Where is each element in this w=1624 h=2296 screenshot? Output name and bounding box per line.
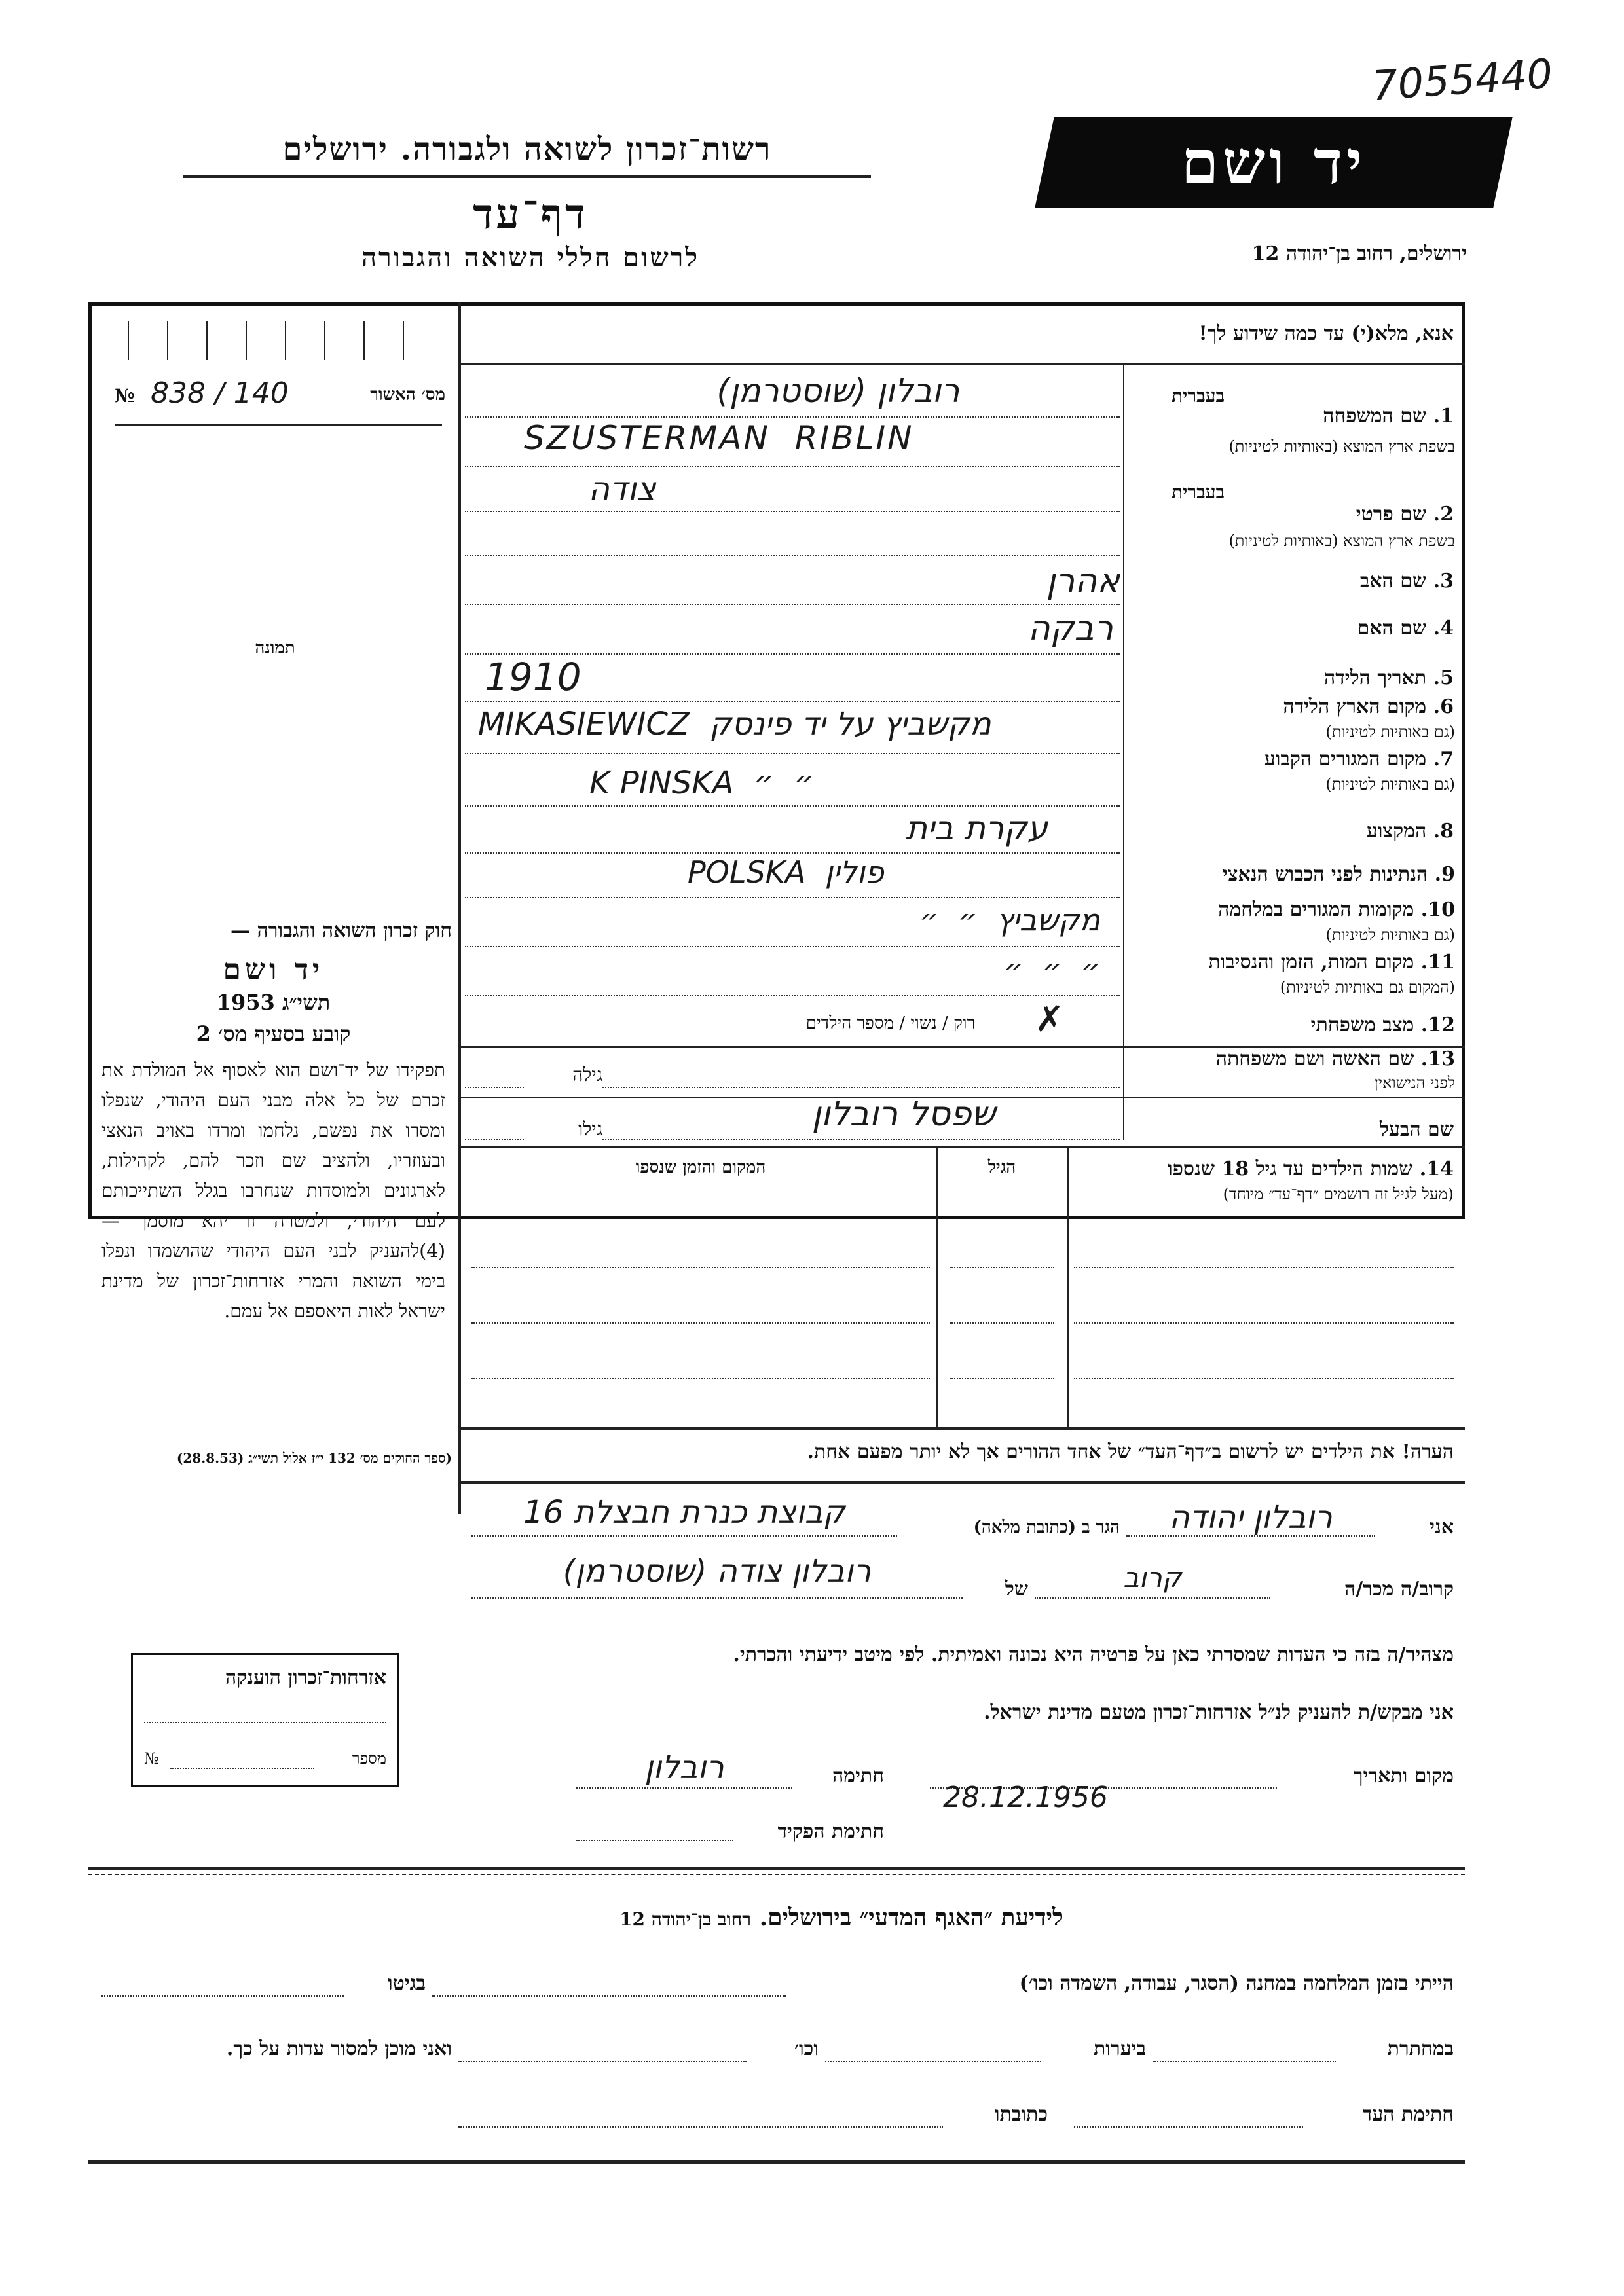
f3-value[interactable]: אהרן [1046,562,1120,601]
f11-sub: (המקום גם באותיות לטיניות) [1280,978,1455,996]
f7-text: מקום המגורים הקבוע [1264,748,1427,771]
f6-label [1139,695,1454,718]
f3-text: שם האב [1359,570,1427,592]
f9-num: 9. [1434,863,1455,886]
f11-num: 11. [1420,951,1455,974]
instructions: אנא, מלא(י) עד כמה שידוע לך! [1198,322,1454,345]
declarant-of-value[interactable]: רובלון צודה (שוסטרמן) [563,1553,872,1590]
f12-num: 12. [1420,1013,1455,1036]
f11-label [1128,951,1455,974]
f2-value-hebrew[interactable]: צודה [588,470,656,508]
f13-num: 13. [1420,1048,1455,1070]
stamp-number: 7055440 [1370,49,1555,110]
certificate-title: אזרחות־זכרון הוענקה [225,1666,386,1689]
declarant-address[interactable]: קבוצת כנרת חבצלת 16 [523,1494,845,1531]
certificate-no-prefix: № [144,1749,159,1768]
f2-sub: בשפת ארץ המוצא (באותיות לטיניות) [1228,532,1455,550]
info-line2-forests: ביערות [1093,2037,1146,2060]
signature-label: חתימה [832,1764,884,1787]
f9-text: הנתינות לפני הכבוש הנאצי [1222,863,1428,886]
law-clause: קובע בסעיף מס׳ 2 [196,1021,351,1046]
f8-text: המקצוע [1366,820,1427,843]
f1-text: שם המשפחה [1323,405,1427,428]
f3-num: 3. [1433,570,1454,592]
request-text: אני מבקש/ת להעניק לנ״ל אזרחות־זכרון מטעם מדינת ישראל. [984,1701,1454,1724]
f13-label [1128,1048,1455,1070]
info-line3-address: כתובתו [994,2103,1048,2126]
approval-number: 838 / 140 [151,376,289,410]
f7-sub: (גם באותיות לטיניות) [1325,775,1455,793]
f14-label [1074,1157,1454,1180]
f9-value[interactable]: POLSKA פולין [688,854,884,890]
note-text: את הילדים יש לרשום ב״דף־העד״ של אחד ההורים אך לא יותר מפעם אחת. [807,1440,1395,1463]
f11-value[interactable]: ״ ״ ״ [1003,953,1100,988]
f2-label [1231,503,1454,526]
law-year: תשי״ג 1953 [216,990,331,1015]
info-line2-testify: ואני מוכן למסור עדות על כך. [226,2037,452,2060]
f2-text: שם פרטי [1356,503,1427,526]
f3-label [1231,570,1454,592]
f14-place-column: המקום והזמן שנספו [635,1157,766,1177]
f10-label [1128,898,1455,921]
f1-label [1231,405,1454,428]
place-date-value[interactable]: 28.12.1956 [943,1781,1108,1814]
f1-hebrew-tag: בעברית [1171,385,1225,407]
form-subtitle: לרשום חללי השואה והגבורה [361,242,700,273]
f5-label [1231,666,1454,689]
approval-no-prefix: № [115,385,135,407]
info-line1-camp: הייתי בזמן המלחמה במחנה (הסגר, עבודה, השמדה וכו׳) [1019,1972,1454,1995]
yad-vashem-logo [1035,117,1513,208]
declarant-name[interactable]: רובלון יהודה [1169,1499,1333,1536]
authority-name: רשות־זכרון לשואה ולגבורה. ירושלים [282,131,772,168]
f5-value[interactable]: 1910 [485,655,581,699]
f8-num: 8. [1433,820,1454,843]
f10-sub: (גם באותיות לטיניות) [1325,926,1455,944]
law-text: תפקידו של יד־ושם הוא לאסוף אל המולדת את זכרם של כל אלה מבני העם היהודי, שנפלו ומסרו את נפשם, נלחמו ומרדו באויב הנאצי ובעוזריו, ולהציב שם וזכר להם, לקהילות, לארגונים ולמוסדות שנחרבו בגלל השתייכותם לעם היהודי, ולמטרה זו יהא מוסמך — (4)להעניק לבני העם היהודי שהושמדו ונפלו בימי השואה והמרי אזרחות־זכרון של מדינת ישראל לאות היאספם אל עמם. [101,1059,445,1322]
f6-value[interactable]: MIKASIEWICZ מקשביץ על יד פינסק [478,706,991,742]
f12-options[interactable]: רוק / נשוי / מספר הילדים [805,1013,976,1033]
f4-num: 4. [1433,617,1454,640]
f1-num: 1. [1433,405,1454,428]
info-title [498,1904,1185,1931]
f14-sub: (מעל לגיל זה רושמים ״דף־עד״ מיוחד) [1223,1185,1454,1203]
law-name: יד ושם [223,953,324,987]
husband-age-label: גילו [578,1118,602,1140]
f6-num: 6. [1433,695,1454,718]
f4-label [1231,617,1454,640]
f6-text: מקום הארץ הלידה [1283,695,1427,718]
f13-text: שם האשה ושם משפחתה [1215,1048,1414,1070]
f4-text: שם האם [1357,617,1427,640]
f5-num: 5. [1433,666,1454,689]
declaration-text: מצהיר/ה בזה כי העדות שמסרתי כאן על פרטיה היא נכונה ואמיתית. לפי מיטב ידיעתי והכרתי. [733,1643,1454,1666]
info-line3-witness-signature: חתימת העד [1362,2103,1454,2126]
certificate-number-label: מספר [352,1749,386,1768]
info-address: רחוב בן־יהודה 12 [619,1908,752,1930]
note [471,1440,1454,1463]
info-line1-ghetto: בגיטו [387,1972,426,1995]
f1-sub: בשפת ארץ המוצא (באותיות לטיניות) [1228,437,1455,456]
law-source: (ספר החוקים מס׳ 132 י״ז אלול תשי״ג (28.8.53) [176,1450,452,1466]
f1-value-latin[interactable]: SZUSTERMAN RIBLIN [524,419,914,457]
signature-value[interactable]: רובלון [644,1749,724,1786]
f13-age-label: גילה [572,1064,602,1085]
note-title: הערה! [1401,1440,1454,1463]
f9-label [1128,863,1455,886]
place-date-label: מקום ותאריך [1353,1764,1454,1787]
f13-sub: לפני הנישואין [1374,1074,1455,1092]
f10-value[interactable]: מקשביץ ״ ״ [919,902,1100,938]
f14-text: שמות הילדים עד גיל 18 שנספו [1167,1157,1413,1180]
husband-value[interactable]: שפסל רובלון [811,1095,996,1134]
f8-label [1139,820,1454,843]
f7-num: 7. [1433,748,1454,771]
approval-label: מס׳ האשור [370,385,445,405]
f8-value[interactable]: עקרת בית [906,809,1048,847]
photo-label: תמונה [255,638,295,658]
declarant-relation[interactable]: קרוב [1123,1561,1182,1594]
f14-age-column: הגיל [987,1157,1016,1177]
f4-value[interactable]: רבקה [1027,609,1113,648]
f2-hebrew-tag: בעברית [1171,481,1225,503]
f12-text: מצב משפחתי [1310,1013,1414,1036]
header-address: ירושלים, רחוב בן־יהודה 12 [1251,242,1467,265]
f5-text: תאריך הלידה [1324,666,1427,689]
form-title: דף־עד [473,190,588,239]
f6-sub: (גם באותיות לטיניות) [1325,723,1455,741]
husband-label: שם הבעל [1379,1118,1454,1141]
f12-cross-mark: ✗ [1035,998,1065,1040]
approval-tick-row [115,321,442,360]
law-title: חוק זכרון השואה והגבורה — [231,919,452,942]
officer-signature-label: חתימת הפקיד [777,1820,884,1843]
f12-label [1128,1013,1455,1036]
info-title-text: לידיעת ״האגף המדעי״ בירושלים. [759,1904,1063,1931]
f7-value[interactable]: K PINSKA ״ ״ [589,765,815,801]
declarant-of-label: של [1005,1578,1028,1601]
f7-label [1139,748,1454,771]
f2-num: 2. [1433,503,1454,526]
declarant-ani-label: אני [1430,1516,1454,1539]
info-line2-underground: במחתרת [1387,2037,1454,2060]
f14-num: 14. [1419,1157,1454,1180]
declarant-residing-label: הגר ב (כתובת מלאה) [973,1518,1120,1537]
logo-text: יד ושם [1181,127,1367,198]
f10-num: 10. [1420,898,1455,921]
declarant-relative-label: קרוב/ה מכר/ה [1344,1578,1454,1601]
f10-text: מקומות המגורים במלחמה [1218,898,1414,921]
f11-text: מקום המות, הזמן והנסיבות [1208,951,1414,974]
info-line2-etc: וכו׳ [794,2037,819,2060]
f1-value-hebrew[interactable]: רובלון (שוסטרמן) [716,372,960,410]
